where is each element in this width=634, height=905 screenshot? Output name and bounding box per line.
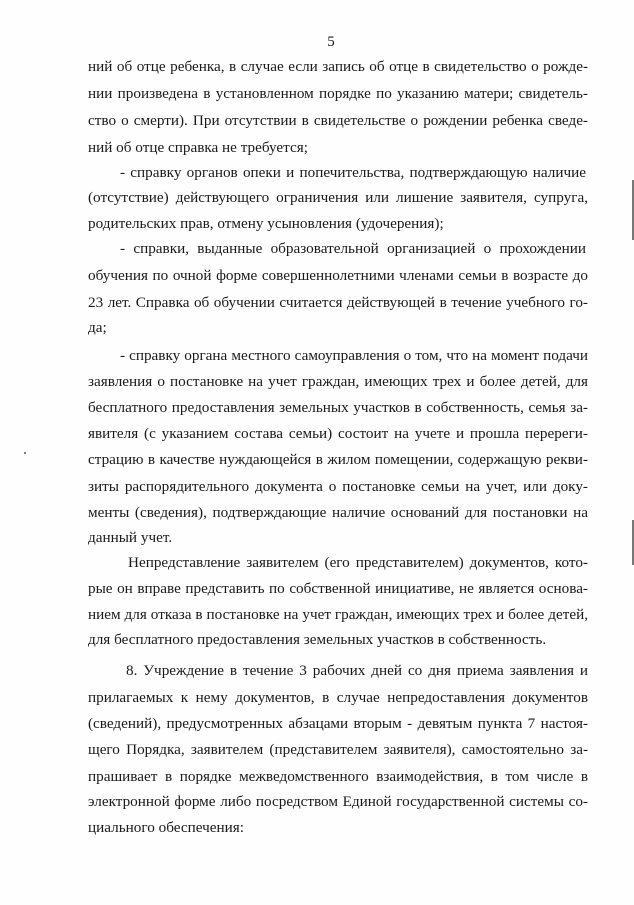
text-line: Непредставление заявителем (его представителем) документов, кото- — [128, 554, 588, 571]
text-line: заявления о постановке на учет граждан, имеющих трех и более детей, для — [88, 373, 588, 390]
text-line: обучения по очной форме совершеннолетними членами семьи в возрасте до — [88, 267, 588, 284]
text-line: 8. Учреждение в течение 3 рабочих дней со дня приема заявления и — [126, 662, 588, 679]
text-line: - справки, выданные образовательной организацией о прохождении — [120, 240, 586, 257]
text-line: прилагаемых к нему документов, в случае непредоставления документов — [88, 689, 588, 706]
page-number: 5 — [327, 34, 335, 50]
text-line: - справку органов опеки и попечительства, подтверждающую наличие — [120, 164, 586, 181]
text-line: нием для отказа в постановке на учет граждан, имеющих трех и более детей, — [88, 606, 588, 623]
text-line: циального обеспечения: — [88, 819, 244, 836]
text-line: ний об отце ребенка, в случае если запись об отце в свидетельство о рожде- — [88, 58, 588, 75]
text-line: менты (сведения), подтверждающие наличие оснований для постановки на — [88, 504, 588, 521]
text-line: 23 лет. Справка об обучении считается действующей в течение учебного го- — [88, 294, 588, 311]
text-line: рые он вправе представить по собственной инициативе, не является основа- — [88, 580, 588, 597]
text-line: родительских прав, отмену усыновления (удочерения); — [88, 215, 444, 232]
text-line: зиты распорядительного документа о постановке семьи на учет, или доку- — [88, 478, 588, 495]
text-line: да; — [88, 319, 107, 336]
text-line: (отсутствие) действующего ограничения или лишение заявителя, супруга, — [88, 189, 588, 206]
text-line: для бесплатного предоставления земельных участков в собственность. — [88, 631, 547, 648]
text-line: - справку органа местного самоуправления о том, что на момент подачи — [120, 347, 588, 364]
text-line: бесплатного предоставления земельных участков в собственность, семья за- — [88, 399, 588, 416]
text-line: щего Порядка, заявителем (представителем заявителя), самостоятельно за- — [88, 741, 588, 758]
text-line: нии произведена в установленном порядке по указанию матери; свидетель- — [88, 85, 588, 102]
text-line: (сведений), предусмотренных абзацами вторым - девятым пункта 7 настоя- — [88, 715, 588, 732]
text-line: явителя (с указанием состава семьи) состоит на учете и прошла перереги- — [88, 425, 588, 442]
text-line: данный учет. — [88, 529, 173, 546]
text-line: ний об отце справка не требуется; — [88, 139, 308, 156]
text-line: прашивает в порядке межведомственного взаимодействия, в том числе в — [88, 768, 588, 785]
text-line: ство о смерти). При отсутствии в свидетельстве о рождении ребенка сведе- — [88, 112, 588, 129]
scan-speck — [24, 452, 26, 454]
text-line: электронной форме либо посредством Единой государственной системы со- — [88, 793, 588, 810]
text-line: страцию в качестве нуждающейся в жилом помещении, содержащую рекви- — [88, 451, 588, 468]
